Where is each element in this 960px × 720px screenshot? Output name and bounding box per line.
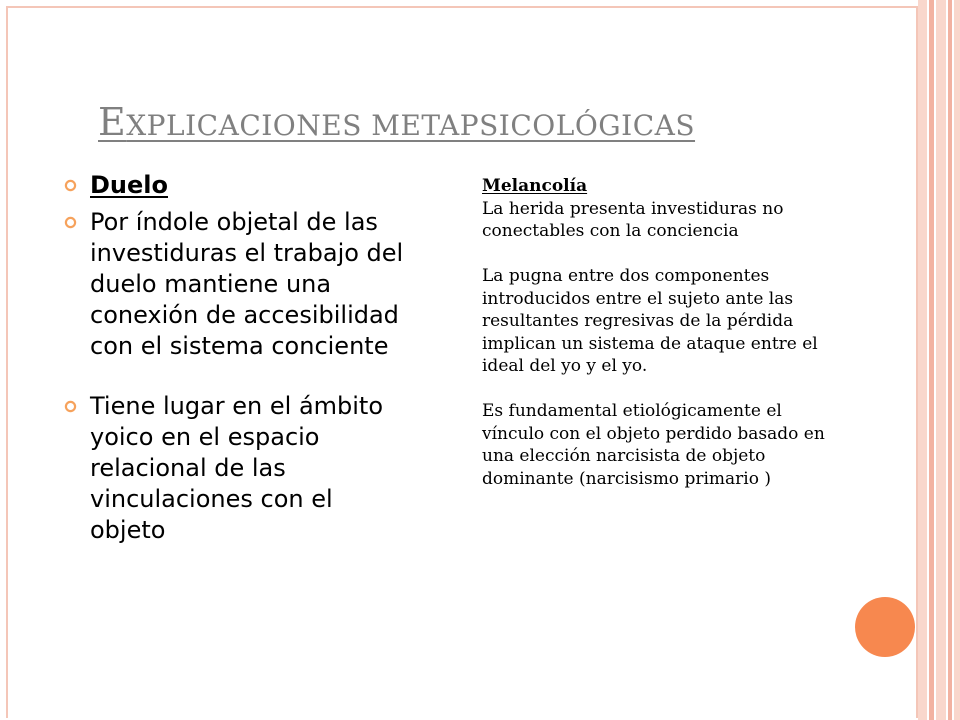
stripe [954,0,960,720]
left-column [64,170,404,546]
bullet-heading: Duelo [90,171,168,199]
bullet-item [64,207,404,362]
paragraph: Es fundamental etiológicamente el vínculo con el objeto perdido basado en una elección narcisista de objeto dominante (narcisismo primario ) [482,401,825,489]
bullet-text: Por índole objetal de las investiduras el trabajo del duelo mantiene una conexión de accesibilidad con el sistema conciente [90,208,404,360]
circle-outline-icon [64,179,77,192]
stripe [918,0,927,720]
decorative-circle [855,597,915,657]
circle-outline-icon [64,400,77,413]
subheading: Melancolía [482,176,588,196]
bullet-item [64,391,404,546]
stripe [929,0,934,720]
bullet-text: Tiene lugar en el ámbito yoico en el espacio relacional de las vinculaciones con el objeto [90,392,384,544]
decorative-stripes [918,0,960,720]
bullet-item [64,170,404,201]
right-column [482,175,842,490]
circle-outline-icon [64,216,77,229]
stripe [936,0,946,720]
paragraph: La herida presenta investiduras no conectables con la conciencia [482,198,784,241]
paragraph: La pugna entre dos componentes introducidos entre el sujeto ante las resultantes regresivas de la pérdida implican un sistema de ataque entre el ideal del yo y el yo. [482,266,818,376]
stripe [948,0,952,720]
slide-title: EXPLICACIONES METAPSICOLÓGICAS [98,100,696,144]
